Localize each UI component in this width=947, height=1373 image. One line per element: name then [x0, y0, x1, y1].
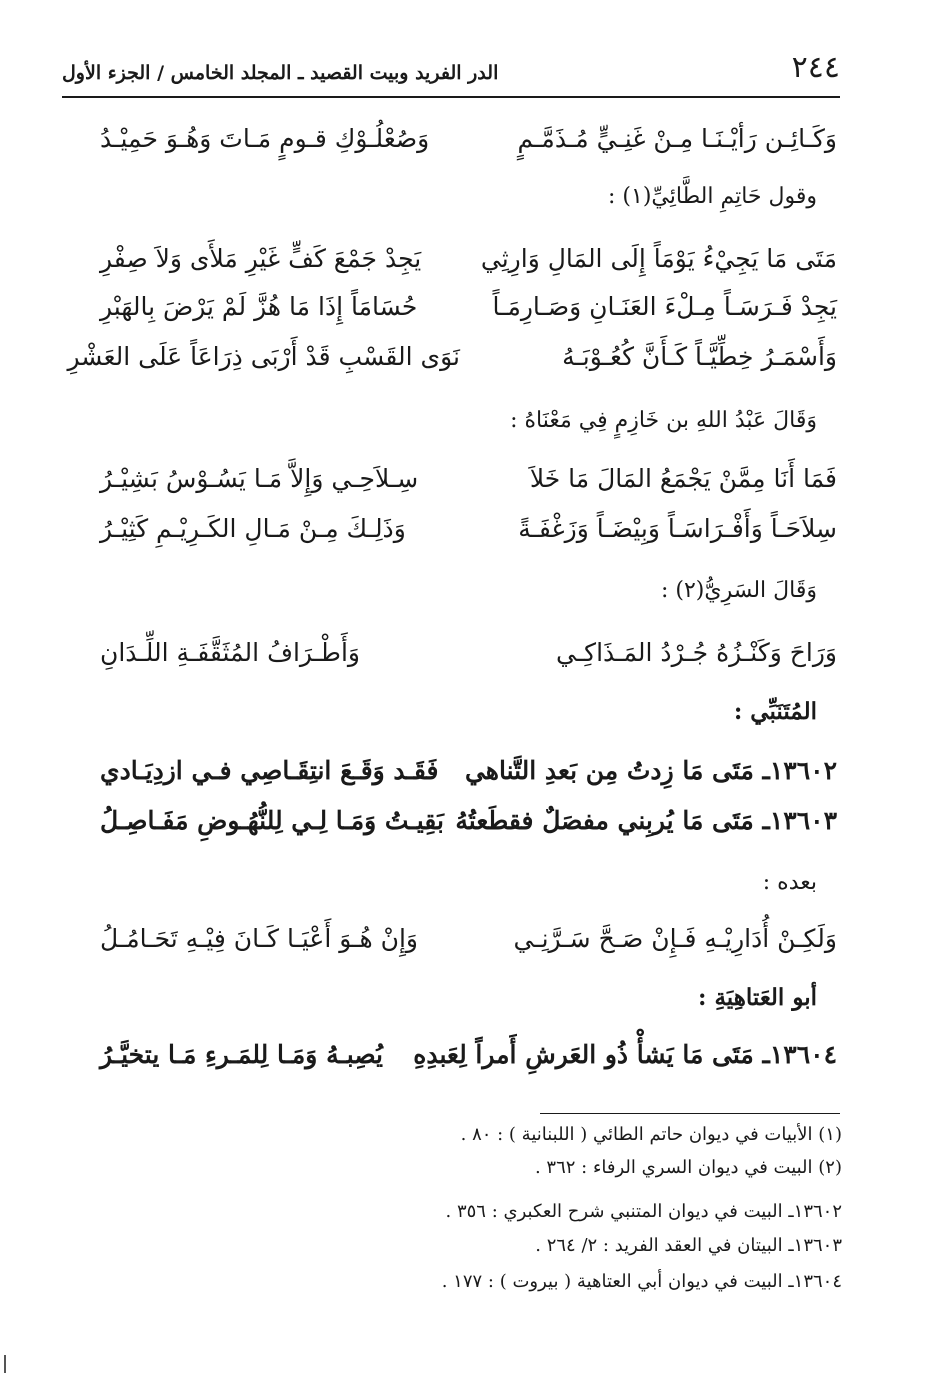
poet-name: أبو العَتاهِيَةِ : [697, 984, 817, 1011]
numbered-verse-second-hemistich: فَقَـد وَقَـعَ انتِقَـاصِي فـي ازدِيَـادي [100, 756, 439, 785]
verse-second-hemistich: حُسَامَاً إِذَا مَا هُزَّ لَمْ يَرْضَ بِالهَبْرِ [100, 292, 418, 321]
header-rule [62, 96, 840, 98]
scan-margin-mark [4, 1355, 6, 1373]
verse-first-hemistich: وَرَاحَ وَكَنْـزُهُ جُـرْدُ المَـذَاكِـي [556, 638, 837, 667]
footnote: (١) الأبيات في ديوان حاتم الطائي ( اللبنانية ) : ٨٠ . [460, 1124, 842, 1145]
verse-first-hemistich: سِلاَحَـاً وَأَفْـرَاسَـاً وَبِيْضَـاً وَزَغْفَـةً [518, 514, 837, 543]
poet-name: المُتَنَبِّي : [733, 698, 817, 725]
page-header [62, 48, 840, 98]
verse-first-hemistich: وَلَكِـنْ أُدَارِيْـهِ فَـإِنْ صَـحَّ سَـرَّنِـي [513, 924, 837, 953]
footnote: ١٣٦٠٢ـ البيت في ديوان المتنبي شرح العكبري : ٣٥٦ . [445, 1201, 842, 1222]
verse-first-hemistich: وَأَسْمَـرُ خِطِّيَّـاً كَـأَنَّ كُعُـوْبَـهُ [562, 342, 837, 371]
citation-intro: بعده : [762, 870, 817, 895]
citation-intro: وقول حَاتِمِ الطَّائِيِّ(١) : [608, 184, 817, 209]
verse-second-hemistich: نَوَى القَسْبِ قَدْ أَرْبَى ذِرَاعَاً عَلَى العَشْرِ [67, 342, 460, 371]
numbered-verse-second-hemistich: يُصِبـهُ وَمَـا لِلمَـرءِ مَـا يتخيَّـرُ [100, 1040, 383, 1069]
footnote: ١٣٦٠٤ـ البيت في ديوان أبي العتاهية ( بيروت ) : ١٧٧ . [441, 1271, 842, 1292]
verse-first-hemistich: فَمَا أَنَا مِمَّنْ يَجْمَعُ المَالَ مَا خَلاَ [529, 464, 837, 493]
footnote: (٢) البيت في ديوان السري الرفاء : ٣٦٢ . [534, 1157, 842, 1178]
footnote-rule [540, 1113, 840, 1114]
verse-first-hemistich: مَتَى مَا يَجِيْءُ يَوْمَاً إِلَى المَالِ وَارِثِي [480, 244, 837, 273]
verse-first-hemistich: وَكَـائِـن رَأيْـنَـا مِـنْ غَنِـيٍّ مُـذَمَّـمٍ [517, 124, 837, 153]
citation-intro: وَقَالَ السَرِيُّ(٢) : [660, 578, 817, 603]
citation-intro: وَقَالَ عَبْدُ اللهِ بن خَازِمٍ فِي مَعْنَاهُ : [510, 408, 817, 433]
numbered-verse-second-hemistich: بَقِيـتُ وَمَـا لِـي لِلنُّهُـوضِ مَفَـاصِـلُ [100, 806, 444, 835]
verse-second-hemistich: يَجِدْ جَمْعَ كَفٍّ غَيْرِ مَلأَى وَلاَ صِفْرِ [100, 244, 422, 273]
numbered-verse-first-hemistich: ١٣٦٠٣ـ مَتَى مَا يُربِني مفصَلٌ فقطَعتُهُ [455, 806, 837, 835]
verse-first-hemistich: يَجِدْ فَـرَسَـاً مِـلْءَ العَنَـانِ وَصَـارِمَـاً [492, 292, 837, 321]
verse-second-hemistich: وَذَلِـكَ مِـنْ مَـالِ الكَـرِيْـمِ كَثِيْـرُ [100, 514, 406, 543]
verse-second-hemistich: وَإِنْ هُـوَ أَعْيَـا كَـانَ فِيْـهِ تَحَـامُـلُ [100, 924, 418, 953]
footnote: ١٣٦٠٣ـ البيتان في العقد الفريد : ٢/ ٢٦٤ . [535, 1235, 842, 1256]
numbered-verse-first-hemistich: ١٣٦٠٤ـ مَتَى مَا يَشأْ ذُو العَرشِ أَمراً لِعَبدِهِ [413, 1040, 837, 1069]
numbered-verse-first-hemistich: ١٣٦٠٢ـ مَتَى مَا زِدتُ مِن بَعدِ التَّناهي [464, 756, 837, 785]
page-number: ٢٤٤ [791, 50, 840, 85]
verse-second-hemistich: وَصُعْلُـوْكِ قـومٍ مَـاتَ وَهُـوَ حَمِيْـدُ [100, 124, 430, 153]
verse-second-hemistich: وَأَطْـرَافُ المُثَقَّفَـةِ اللِّـدَانِ [100, 638, 360, 667]
verse-second-hemistich: سِـلاَحِـي وَإِلاَّ مَـا يَسُـوْسُ بَشِيْـرُ [100, 464, 419, 493]
running-title: الدر الفريد وبيت القصيد ـ المجلد الخامس / الجزء الأول [62, 62, 499, 84]
